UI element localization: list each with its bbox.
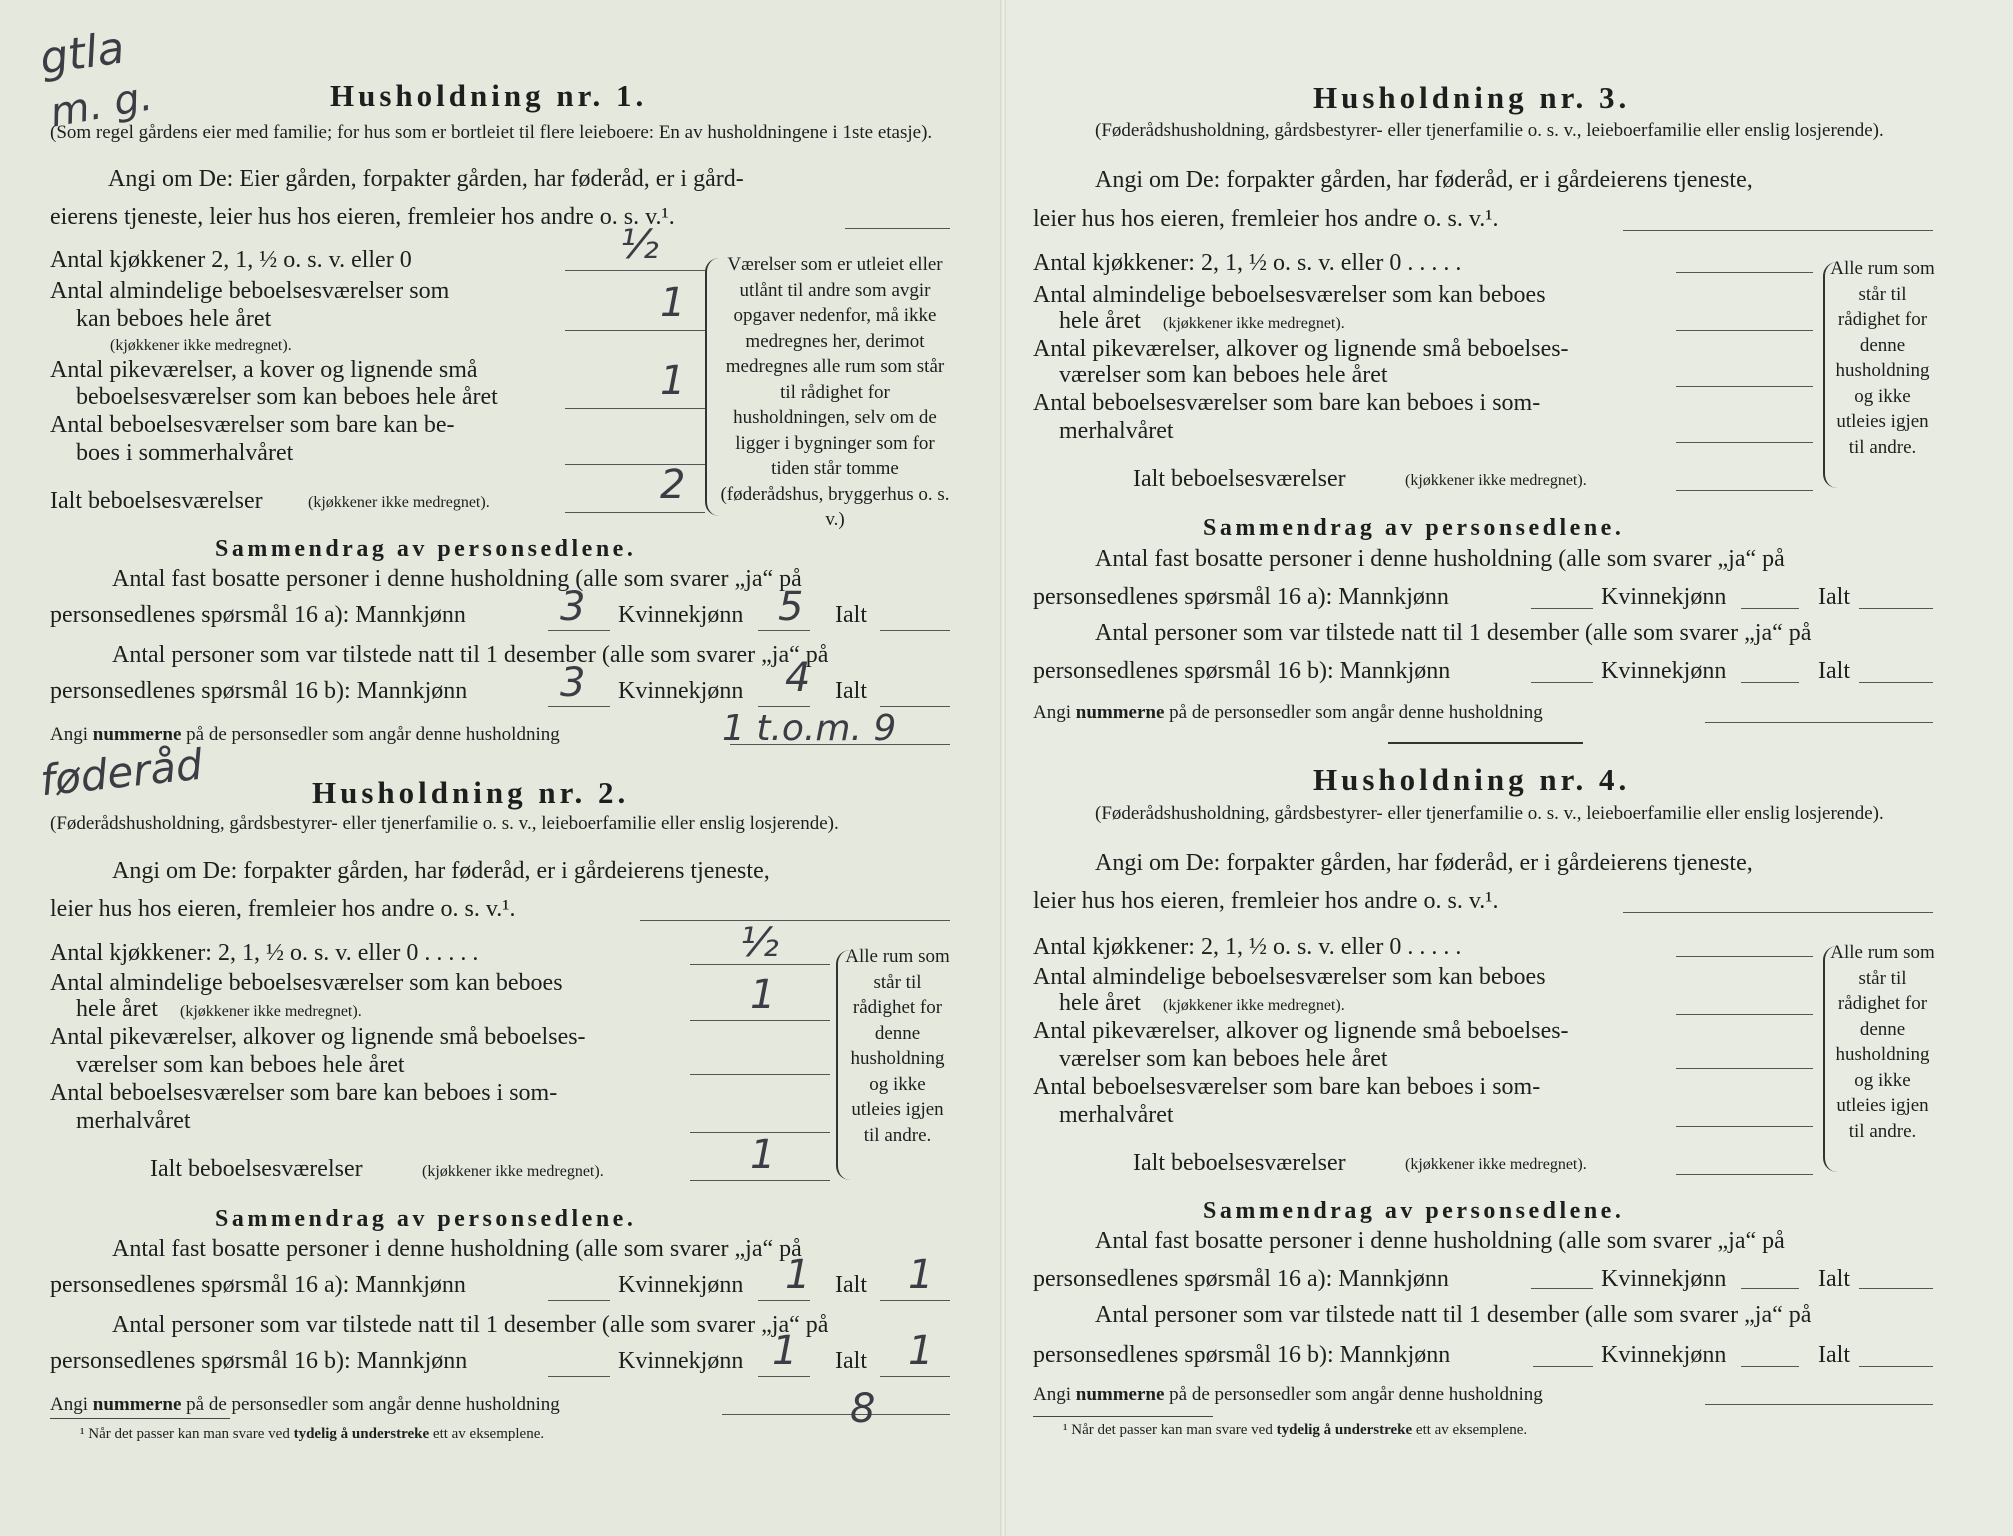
- h1-title: Husholdning nr. 1.: [330, 78, 648, 113]
- h2-fast-ialt-value: 1: [908, 1252, 934, 1298]
- h2-nummer-value: 8: [850, 1386, 876, 1432]
- h4-angi-line2: leier hus hos eieren, fremleier hos andre o. s. v.¹.: [1033, 888, 1499, 914]
- h4-tilstede-line1: Antal personer som var tilstede natt til 1 desember (alle som svarer „ja“ på: [1095, 1302, 1812, 1328]
- h3-ialt-line: [1676, 490, 1813, 491]
- h3-subtitle: (Føderådshusholdning, gårdsbestyrer- eller tjenerfamilie o. s. v., leieboerfamilie eller enslig losjerende).: [1095, 120, 1884, 141]
- h4-tilstede-m-line: [1533, 1366, 1593, 1367]
- h4-fast-m-line: [1531, 1288, 1593, 1289]
- h4-ialt-line: [1676, 1174, 1813, 1175]
- h2-kjokkener-value: ½: [740, 920, 779, 966]
- h2-ialt-line: [690, 1180, 830, 1181]
- h3-sammendrag-title: Sammendrag av personsedlene.: [1203, 515, 1625, 541]
- h2-pike-label-2: værelser som kan beboes hele året: [76, 1052, 405, 1078]
- h4-pike-label-2: værelser som kan beboes hele året: [1059, 1046, 1388, 1072]
- h1-tilstede-k-value: 4: [785, 655, 811, 701]
- h3-almind-label-2: hele året: [1059, 308, 1141, 334]
- h4-almind-note: (kjøkkener ikke medregnet).: [1163, 997, 1345, 1014]
- h4-sommer-line: [1676, 1126, 1813, 1127]
- h2-brace-note: Alle rum som står til rådighet for denne husholdning og ikke utleies igjen til andre.: [845, 946, 950, 1146]
- h2-fast-line2: personsedlenes spørsmål 16 a): Mannkjønn: [50, 1272, 466, 1298]
- h3-pike-label-1: Antal pikeværelser, alkover og lignende små beboelses-: [1033, 336, 1569, 362]
- h2-almind-value: 1: [750, 972, 776, 1018]
- h3-angi-line1: Angi om De: forpakter gården, har føderåd, er i gårdeierens tjeneste,: [1095, 167, 1753, 193]
- h4-fast-ialt-label: Ialt: [1818, 1266, 1850, 1292]
- h2-ialt-label: Ialt beboelsesværelser: [150, 1156, 363, 1182]
- h1-fast-m-value: 3: [560, 584, 586, 630]
- h4-kjokkener-line: [1676, 956, 1813, 957]
- h1-kjokkener-value: ½: [620, 222, 659, 268]
- h4-sommer-label-1: Antal beboelsesværelser som bare kan beboes i som-: [1033, 1074, 1541, 1100]
- h3-almind-label-1: Antal almindelige beboelsesværelser som kan beboes: [1033, 282, 1546, 308]
- h4-pike-label-1: Antal pikeværelser, alkover og lignende små beboelses-: [1033, 1018, 1569, 1044]
- h2-pike-label-1: Antal pikeværelser, alkover og lignende små beboelses-: [50, 1024, 586, 1050]
- h1-ialt-line: [565, 512, 705, 513]
- h1-subtitle: (Som regel gårdens eier med familie; for hus som er bortleiet til flere leieboere: En av husholdningene i 1ste etasje).: [50, 122, 933, 143]
- h3-nummer-line: [1705, 722, 1933, 723]
- h2-fast-k-line: [758, 1300, 810, 1301]
- h3-fast-ialt-line: [1859, 608, 1933, 609]
- h2-sommer-label-2: merhalvåret: [76, 1108, 191, 1134]
- h2-angi-answer-line: [640, 920, 950, 921]
- h1-pike-label-2: beboelsesværelser som kan beboes hele året: [76, 384, 498, 410]
- h2-sommer-label-1: Antal beboelsesværelser som bare kan beboes i som-: [50, 1080, 558, 1106]
- h1-fast-k-line: [758, 630, 810, 631]
- h2-fast-ialt-label: Ialt: [835, 1272, 867, 1298]
- footnote-left: ¹ Når det passer kan man svare ved tydelig å understreke ett av eksemplene.: [80, 1426, 545, 1442]
- h4-sammendrag-title: Sammendrag av personsedlene.: [1203, 1198, 1625, 1224]
- h2-nummer-line: [722, 1414, 950, 1415]
- h3-fast-m-line: [1531, 608, 1593, 609]
- h1-fast-line2: personsedlenes spørsmål 16 a): Mannkjønn: [50, 602, 466, 628]
- h1-angi-answer-line: [845, 228, 950, 229]
- h1-sammendrag-title: Sammendrag av personsedlene.: [215, 536, 637, 562]
- h3-sommer-label-1: Antal beboelsesværelser som bare kan beboes i som-: [1033, 390, 1541, 416]
- h4-tilstede-k-line: [1741, 1366, 1799, 1367]
- h1-nummer-label: Angi nummerne på de personsedler som angår denne husholdning: [50, 724, 560, 745]
- h4-footnote-rule: [1033, 1416, 1213, 1417]
- h1-brace: [705, 258, 721, 516]
- h1-tilstede-ialt-line: [880, 706, 950, 707]
- h4-nummer-line: [1705, 1404, 1933, 1405]
- h4-fast-line1: Antal fast bosatte personer i denne husholdning (alle som svarer „ja“ på: [1095, 1228, 1785, 1254]
- h1-almind-note: (kjøkkener ikke medregnet).: [110, 337, 292, 354]
- h2-ialt-value: 1: [750, 1132, 776, 1178]
- h1-ialt-label: Ialt beboelsesværelser: [50, 488, 263, 514]
- h2-tilstede-ialt-line: [880, 1376, 950, 1377]
- h2-fast-k-value: 1: [785, 1252, 811, 1298]
- h2-angi-line1: Angi om De: forpakter gården, har føderåd, er i gårdeierens tjeneste,: [112, 858, 770, 884]
- h2-ialt-note: (kjøkkener ikke medregnet).: [422, 1163, 604, 1180]
- h3-sommer-line: [1676, 442, 1813, 443]
- h3-tilstede-ialt-label: Ialt: [1818, 658, 1850, 684]
- h4-pike-line: [1676, 1068, 1813, 1069]
- h2-fast-line1: Antal fast bosatte personer i denne husholdning (alle som svarer „ja“ på: [112, 1236, 802, 1262]
- h3-fast-line1: Antal fast bosatte personer i denne husholdning (alle som svarer „ja“ på: [1095, 546, 1785, 572]
- h1-pike-line: [565, 408, 705, 409]
- page-fold: [1000, 0, 1006, 1536]
- footnote-right: ¹ Når det passer kan man svare ved tydelig å understreke ett av eksemplene.: [1063, 1422, 1528, 1438]
- h2-tilstede-line2: personsedlenes spørsmål 16 b): Mannkjønn: [50, 1348, 468, 1374]
- h4-nummer-label: Angi nummerne på de personsedler som angår denne husholdning: [1033, 1384, 1543, 1405]
- h3-title: Husholdning nr. 3.: [1313, 80, 1631, 115]
- h3-kjokkener-line: [1676, 272, 1813, 273]
- h4-ialt-note: (kjøkkener ikke medregnet).: [1405, 1156, 1587, 1173]
- h2-subtitle: (Føderådshusholdning, gårdsbestyrer- eller tjenerfamilie o. s. v., leieboerfamilie eller enslig losjerende).: [50, 813, 839, 834]
- h1-almind-label-1: Antal almindelige beboelsesværelser som: [50, 278, 450, 304]
- h3-fast-ialt-label: Ialt: [1818, 584, 1850, 610]
- h4-angi-answer-line: [1623, 912, 1933, 913]
- h4-angi-line1: Angi om De: forpakter gården, har føderåd, er i gårdeierens tjeneste,: [1095, 850, 1753, 876]
- h1-ialt-value: 2: [660, 462, 686, 508]
- h3-tilstede-line1: Antal personer som var tilstede natt til 1 desember (alle som svarer „ja“ på: [1095, 620, 1812, 646]
- h4-fast-k-line: [1741, 1288, 1799, 1289]
- h1-fast-m-line: [548, 630, 610, 631]
- h3-almind-note: (kjøkkener ikke medregnet).: [1163, 315, 1345, 332]
- h2-almind-note: (kjøkkener ikke medregnet).: [180, 1003, 362, 1020]
- h4-tilstede-k-label: Kvinnekjønn: [1601, 1342, 1727, 1368]
- h2-pike-line: [690, 1074, 830, 1075]
- h1-brace-note: Værelser som er utleiet eller utlånt til andre som avgir opgaver nedenfor, må ikke medregnes her, derimot medregnes alle rum som står til rådighet for husholdningen, selv om de ligger i bygninger som for tiden står tomme (føderådshus, bryggerhus o. s. v.): [720, 254, 950, 530]
- h2-tilstede-line1: Antal personer som var tilstede natt til 1 desember (alle som svarer „ja“ på: [112, 1312, 829, 1338]
- h2-fast-ialt-line: [880, 1300, 950, 1301]
- h2-footnote-rule: [50, 1418, 230, 1419]
- h4-tilstede-ialt-line: [1859, 1366, 1933, 1367]
- h3-tilstede-ialt-line: [1859, 682, 1933, 683]
- h1-fast-line1: Antal fast bosatte personer i denne husholdning (alle som svarer „ja“ på: [112, 566, 802, 592]
- h2-tilstede-k-value: 1: [772, 1328, 798, 1374]
- h3-ialt-label: Ialt beboelsesværelser: [1133, 466, 1346, 492]
- h1-tilstede-m-value: 3: [560, 660, 586, 706]
- h1-tilstede-m-line: [548, 706, 610, 707]
- h1-ialt-note: (kjøkkener ikke medregnet).: [308, 494, 490, 511]
- h1-nummer-value: 1 t.o.m. 9: [722, 708, 897, 749]
- h3-tilstede-line2: personsedlenes spørsmål 16 b): Mannkjønn: [1033, 658, 1451, 684]
- h2-fast-k-label: Kvinnekjønn: [618, 1272, 744, 1298]
- h3-ialt-note: (kjøkkener ikke medregnet).: [1405, 472, 1587, 489]
- h4-title: Husholdning nr. 4.: [1313, 762, 1631, 797]
- h2-tilstede-ialt-value: 1: [908, 1328, 934, 1374]
- h2-tilstede-k-line: [758, 1376, 810, 1377]
- h1-fast-ialt-label: Ialt: [835, 602, 867, 628]
- h1-kjokkener-line: [565, 270, 705, 271]
- h1-tilstede-ialt-label: Ialt: [835, 678, 867, 704]
- h3-sommer-label-2: merhalvåret: [1059, 418, 1174, 444]
- h1-tilstede-k-line: [758, 706, 810, 707]
- h1-almind-value: 1: [660, 280, 686, 326]
- h4-kjokkener-label: Antal kjøkkener: 2, 1, ½ o. s. v. eller 0 . . . . .: [1033, 934, 1462, 960]
- h2-tilstede-k-label: Kvinnekjønn: [618, 1348, 744, 1374]
- h1-pike-value: 1: [660, 358, 686, 404]
- h2-kjokkener-label: Antal kjøkkener: 2, 1, ½ o. s. v. eller 0 . . . . .: [50, 940, 479, 966]
- h2-almind-label-1: Antal almindelige beboelsesværelser som kan beboes: [50, 970, 563, 996]
- h1-pike-label-1: Antal pikeværelser, a kover og lignende små: [50, 357, 478, 383]
- h3-fast-k-label: Kvinnekjønn: [1601, 584, 1727, 610]
- h4-sommer-label-2: merhalvåret: [1059, 1102, 1174, 1128]
- h2-almind-label-2: hele året: [76, 996, 158, 1022]
- h4-tilstede-ialt-label: Ialt: [1818, 1342, 1850, 1368]
- h2-margin-note: føderåd: [37, 739, 205, 806]
- h4-almind-line: [1676, 1014, 1813, 1015]
- h3-brace-note: Alle rum som står til rådighet for denne husholdning og ikke utleies igjen til andre.: [1830, 258, 1935, 458]
- h3-tilstede-k-line: [1741, 682, 1799, 683]
- h3-angi-line2: leier hus hos eieren, fremleier hos andre o. s. v.¹.: [1033, 206, 1499, 232]
- h2-nummer-label: Angi nummerne på de personsedler som angår denne husholdning: [50, 1394, 560, 1415]
- h1-fast-k-label: Kvinnekjønn: [618, 602, 744, 628]
- h2-angi-line2: leier hus hos eieren, fremleier hos andre o. s. v.¹.: [50, 896, 516, 922]
- h4-almind-label-1: Antal almindelige beboelsesværelser som kan beboes: [1033, 964, 1546, 990]
- h3-fast-line2: personsedlenes spørsmål 16 a): Mannkjønn: [1033, 584, 1449, 610]
- h4-ialt-label: Ialt beboelsesværelser: [1133, 1150, 1346, 1176]
- h4-fast-line2: personsedlenes spørsmål 16 a): Mannkjønn: [1033, 1266, 1449, 1292]
- h4-tilstede-line2: personsedlenes spørsmål 16 b): Mannkjønn: [1033, 1342, 1451, 1368]
- h3-pike-line: [1676, 386, 1813, 387]
- h3-kjokkener-label: Antal kjøkkener: 2, 1, ½ o. s. v. eller 0 . . . . .: [1033, 250, 1462, 276]
- h1-angi-line1: Angi om De: Eier gården, forpakter gården, har føderåd, er i gård-: [108, 166, 744, 192]
- h3-angi-answer-line: [1623, 230, 1933, 231]
- h3-almind-line: [1676, 330, 1813, 331]
- h1-sommer-label-2: boes i sommerhalvåret: [76, 440, 294, 466]
- h3-tilstede-m-line: [1531, 682, 1593, 683]
- h1-angi-line2: eierens tjeneste, leier hus hos eieren, fremleier hos andre o. s. v.¹.: [50, 204, 675, 230]
- h1-tilstede-k-label: Kvinnekjønn: [618, 678, 744, 704]
- h2-title: Husholdning nr. 2.: [312, 775, 630, 810]
- h1-tilstede-line1: Antal personer som var tilstede natt til 1 desember (alle som svarer „ja“ på: [112, 642, 829, 668]
- corner-note-1: gtla: [36, 22, 128, 85]
- h4-brace-note: Alle rum som står til rådighet for denne husholdning og ikke utleies igjen til andre.: [1830, 942, 1935, 1142]
- h2-fast-m-line: [548, 1300, 610, 1301]
- h1-tilstede-line2: personsedlenes spørsmål 16 b): Mannkjønn: [50, 678, 468, 704]
- h2-sammendrag-title: Sammendrag av personsedlene.: [215, 1206, 637, 1232]
- h2-almind-line: [690, 1020, 830, 1021]
- h3-nummer-label: Angi nummerne på de personsedler som angår denne husholdning: [1033, 702, 1543, 723]
- h3-tilstede-k-label: Kvinnekjønn: [1601, 658, 1727, 684]
- h4-almind-label-2: hele året: [1059, 990, 1141, 1016]
- h1-almind-label-2: kan beboes hele året: [76, 306, 272, 332]
- h4-fast-ialt-line: [1859, 1288, 1933, 1289]
- corner-note-2: m. g.: [46, 73, 156, 137]
- h2-tilstede-m-line: [548, 1376, 610, 1377]
- section-separator: [1388, 742, 1583, 744]
- h1-almind-line: [565, 330, 705, 331]
- h1-kjokkener-label: Antal kjøkkener 2, 1, ½ o. s. v. eller 0: [50, 247, 412, 273]
- h4-subtitle: (Føderådshusholdning, gårdsbestyrer- eller tjenerfamilie o. s. v., leieboerfamilie eller enslig losjerende).: [1095, 803, 1884, 824]
- h2-tilstede-ialt-label: Ialt: [835, 1348, 867, 1374]
- h1-fast-ialt-line: [880, 630, 950, 631]
- h4-fast-k-label: Kvinnekjønn: [1601, 1266, 1727, 1292]
- h3-fast-k-line: [1741, 608, 1799, 609]
- h3-pike-label-2: værelser som kan beboes hele året: [1059, 362, 1388, 388]
- h1-sommer-label-1: Antal beboelsesværelser som bare kan be-: [50, 412, 455, 438]
- h1-fast-k-value: 5: [778, 584, 804, 630]
